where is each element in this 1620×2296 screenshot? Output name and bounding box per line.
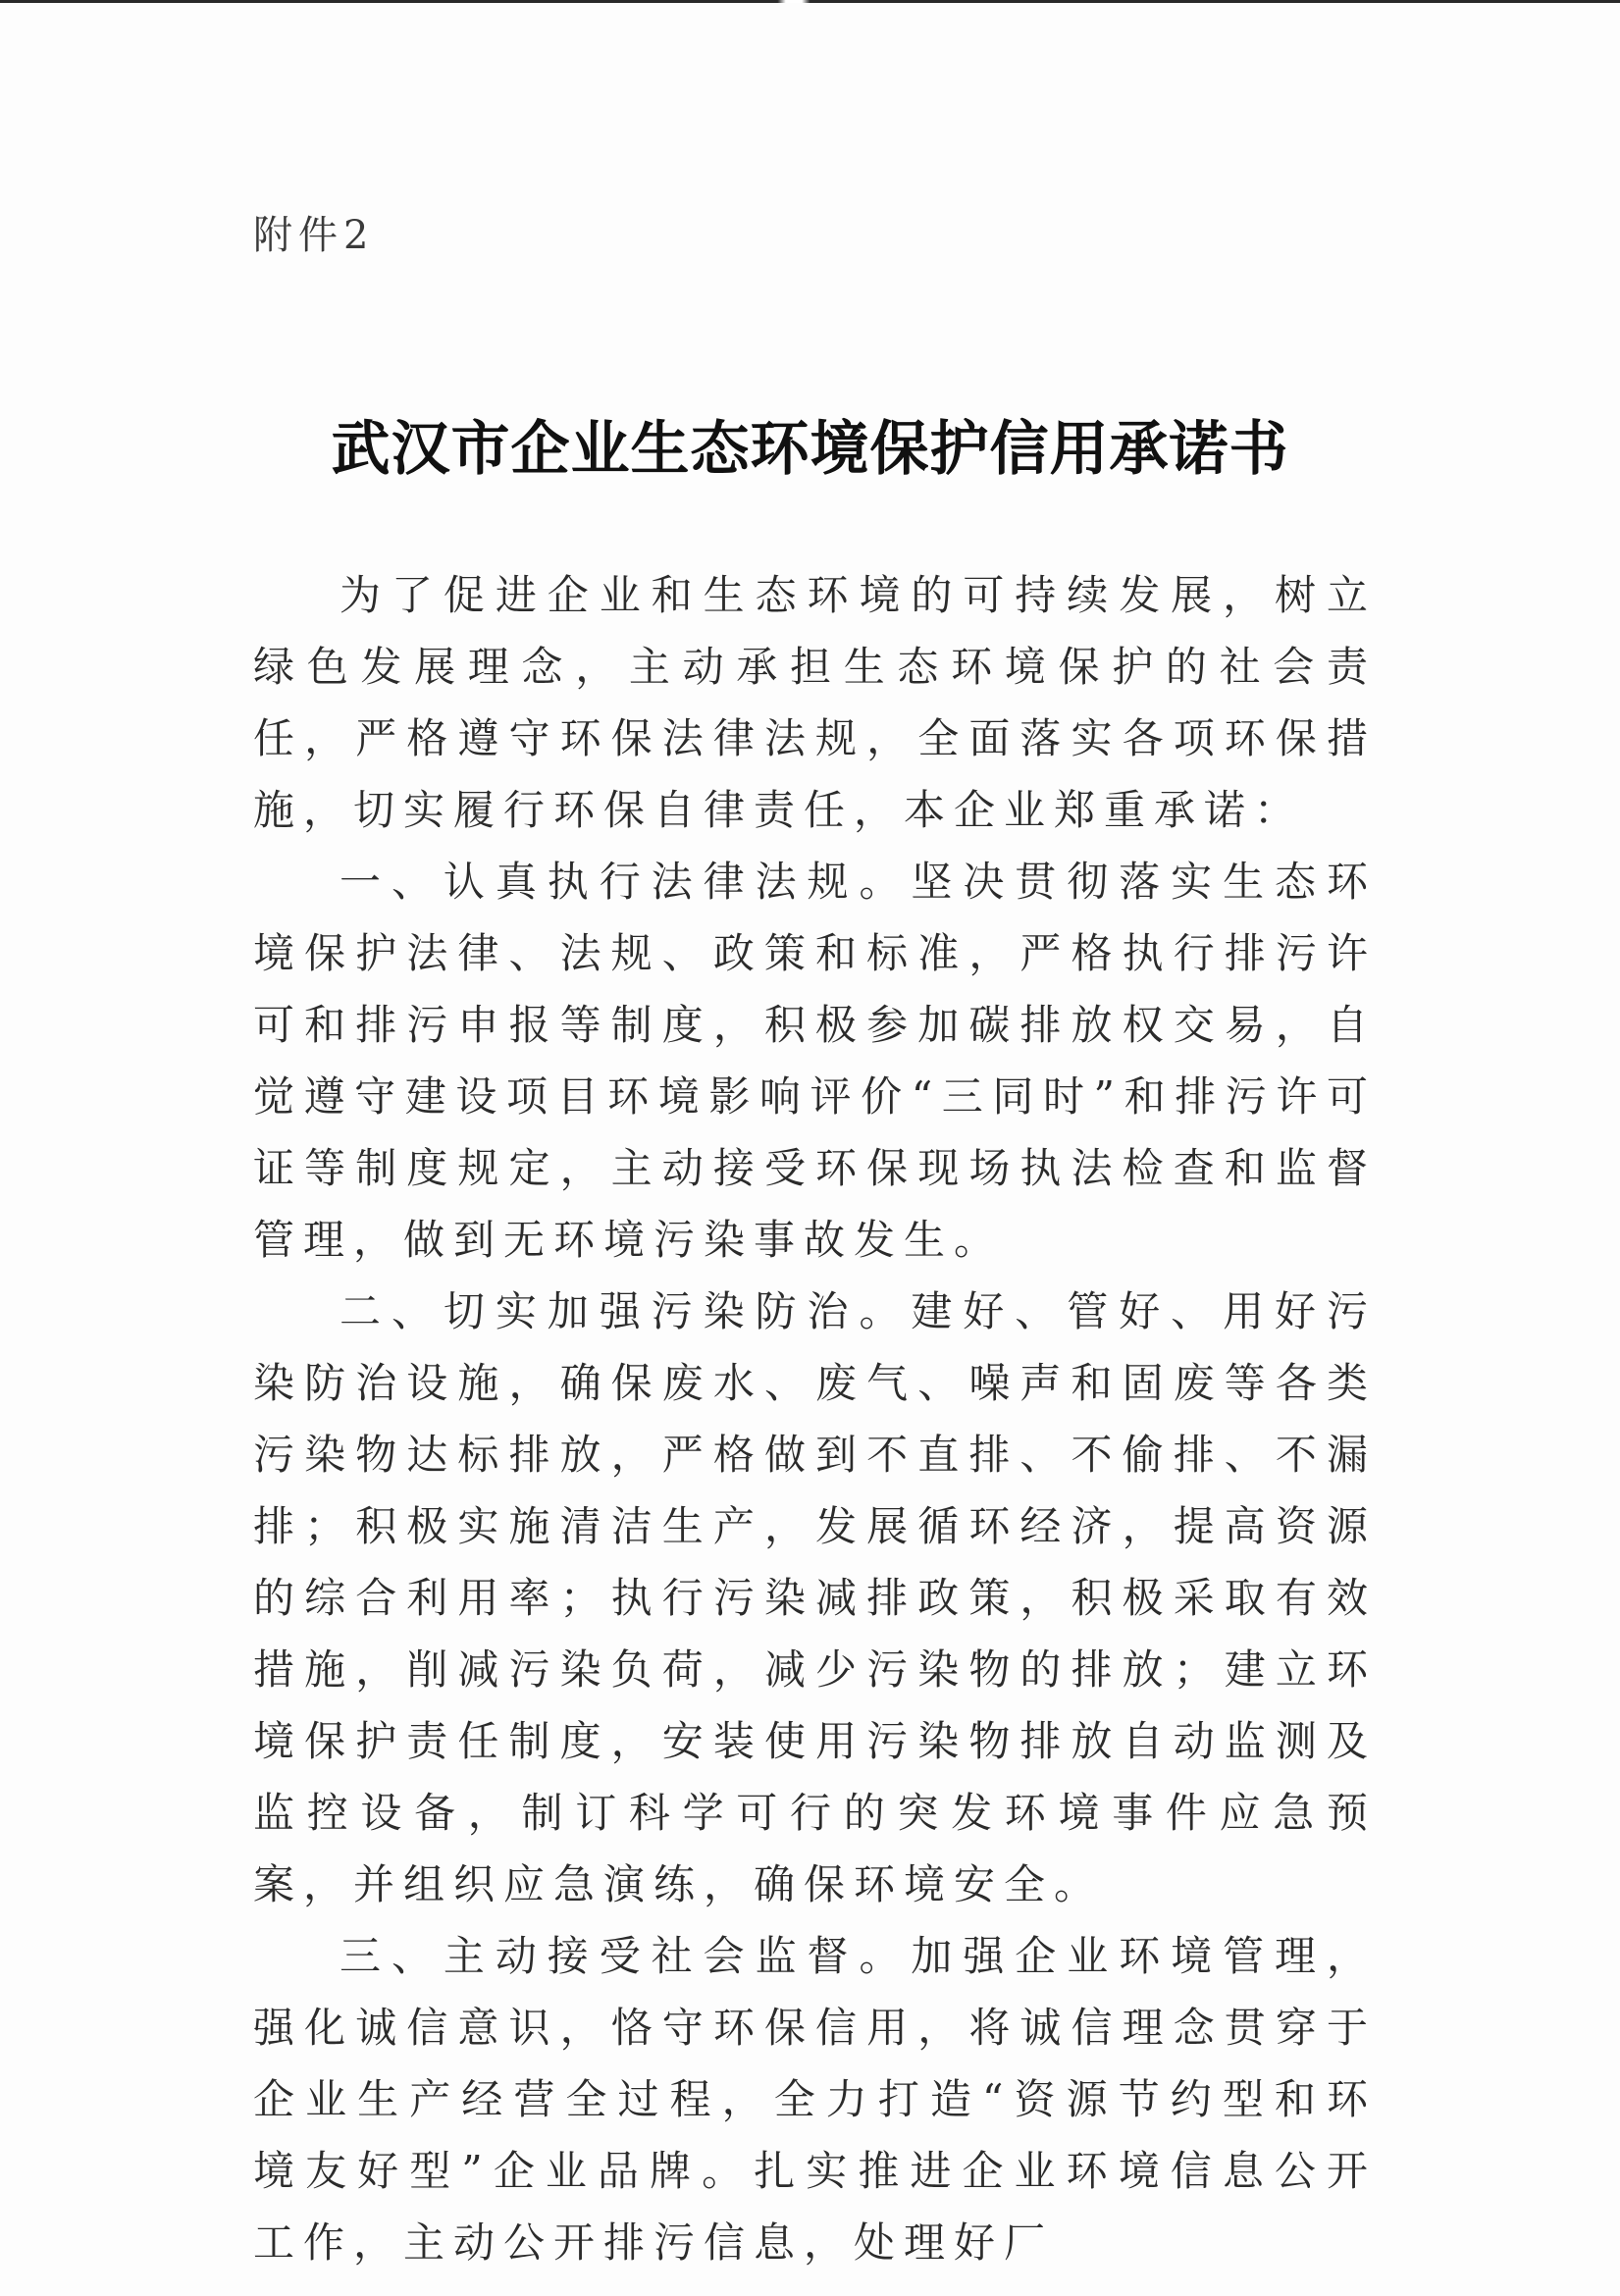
- document-title: 武汉市企业生态环境保护信用承诺书: [331, 415, 1289, 484]
- paragraph-item-3: 三、主动接受社会监督。加强企业环境管理，强化诚信意识，恪守环保信用，将诚信理念贯穿于企业生产经营全过程，全力打造“资源节约型和环境友好型”企业品牌。扎实推进企业环境信息公开工作，主动公开排污信息，处理好厂: [253, 1932, 1377, 2267]
- paragraph-item-2: 二、切实加强污染防治。建好、管好、用好污染防治设施，确保废水、废气、噪声和固废等各类污染物达标排放，严格做到不直排、不偷排、不漏排；积极实施清洁生产，发展循环经济，提高资源的综合利用率；执行污染减排政策，积极采取有效措施，削减污染负荷，减少污染物的排放；建立环境保护责任制度，安装使用污染物排放自动监测及监控设备，制订科学可行的突发环境事件应急预案，并组织应急演练，确保环境安全。: [253, 1287, 1377, 1908]
- document-body: [253, 559, 1377, 2278]
- paragraph-item-1: 一、认真执行法律法规。坚决贯彻落实生态环境保护法律、法规、政策和标准，严格执行排污许可和排污申报等制度，积极参加碳排放权交易，自觉遵守建设项目环境影响评价“三同时”和排污许可证等制度规定，主动接受环保现场执法检查和监督管理，做到无环境污染事故发生。: [253, 858, 1377, 1264]
- paragraph-intro: 为了促进企业和生态环境的可持续发展，树立绿色发展理念，主动承担生态环境保护的社会责任，严格遵守环保法律法规，全面落实各项环保措施，切实履行环保自律责任，本企业郑重承诺：: [253, 571, 1377, 834]
- attachment-label: 附件2: [253, 213, 375, 258]
- scan-edge: [0, 0, 1620, 3]
